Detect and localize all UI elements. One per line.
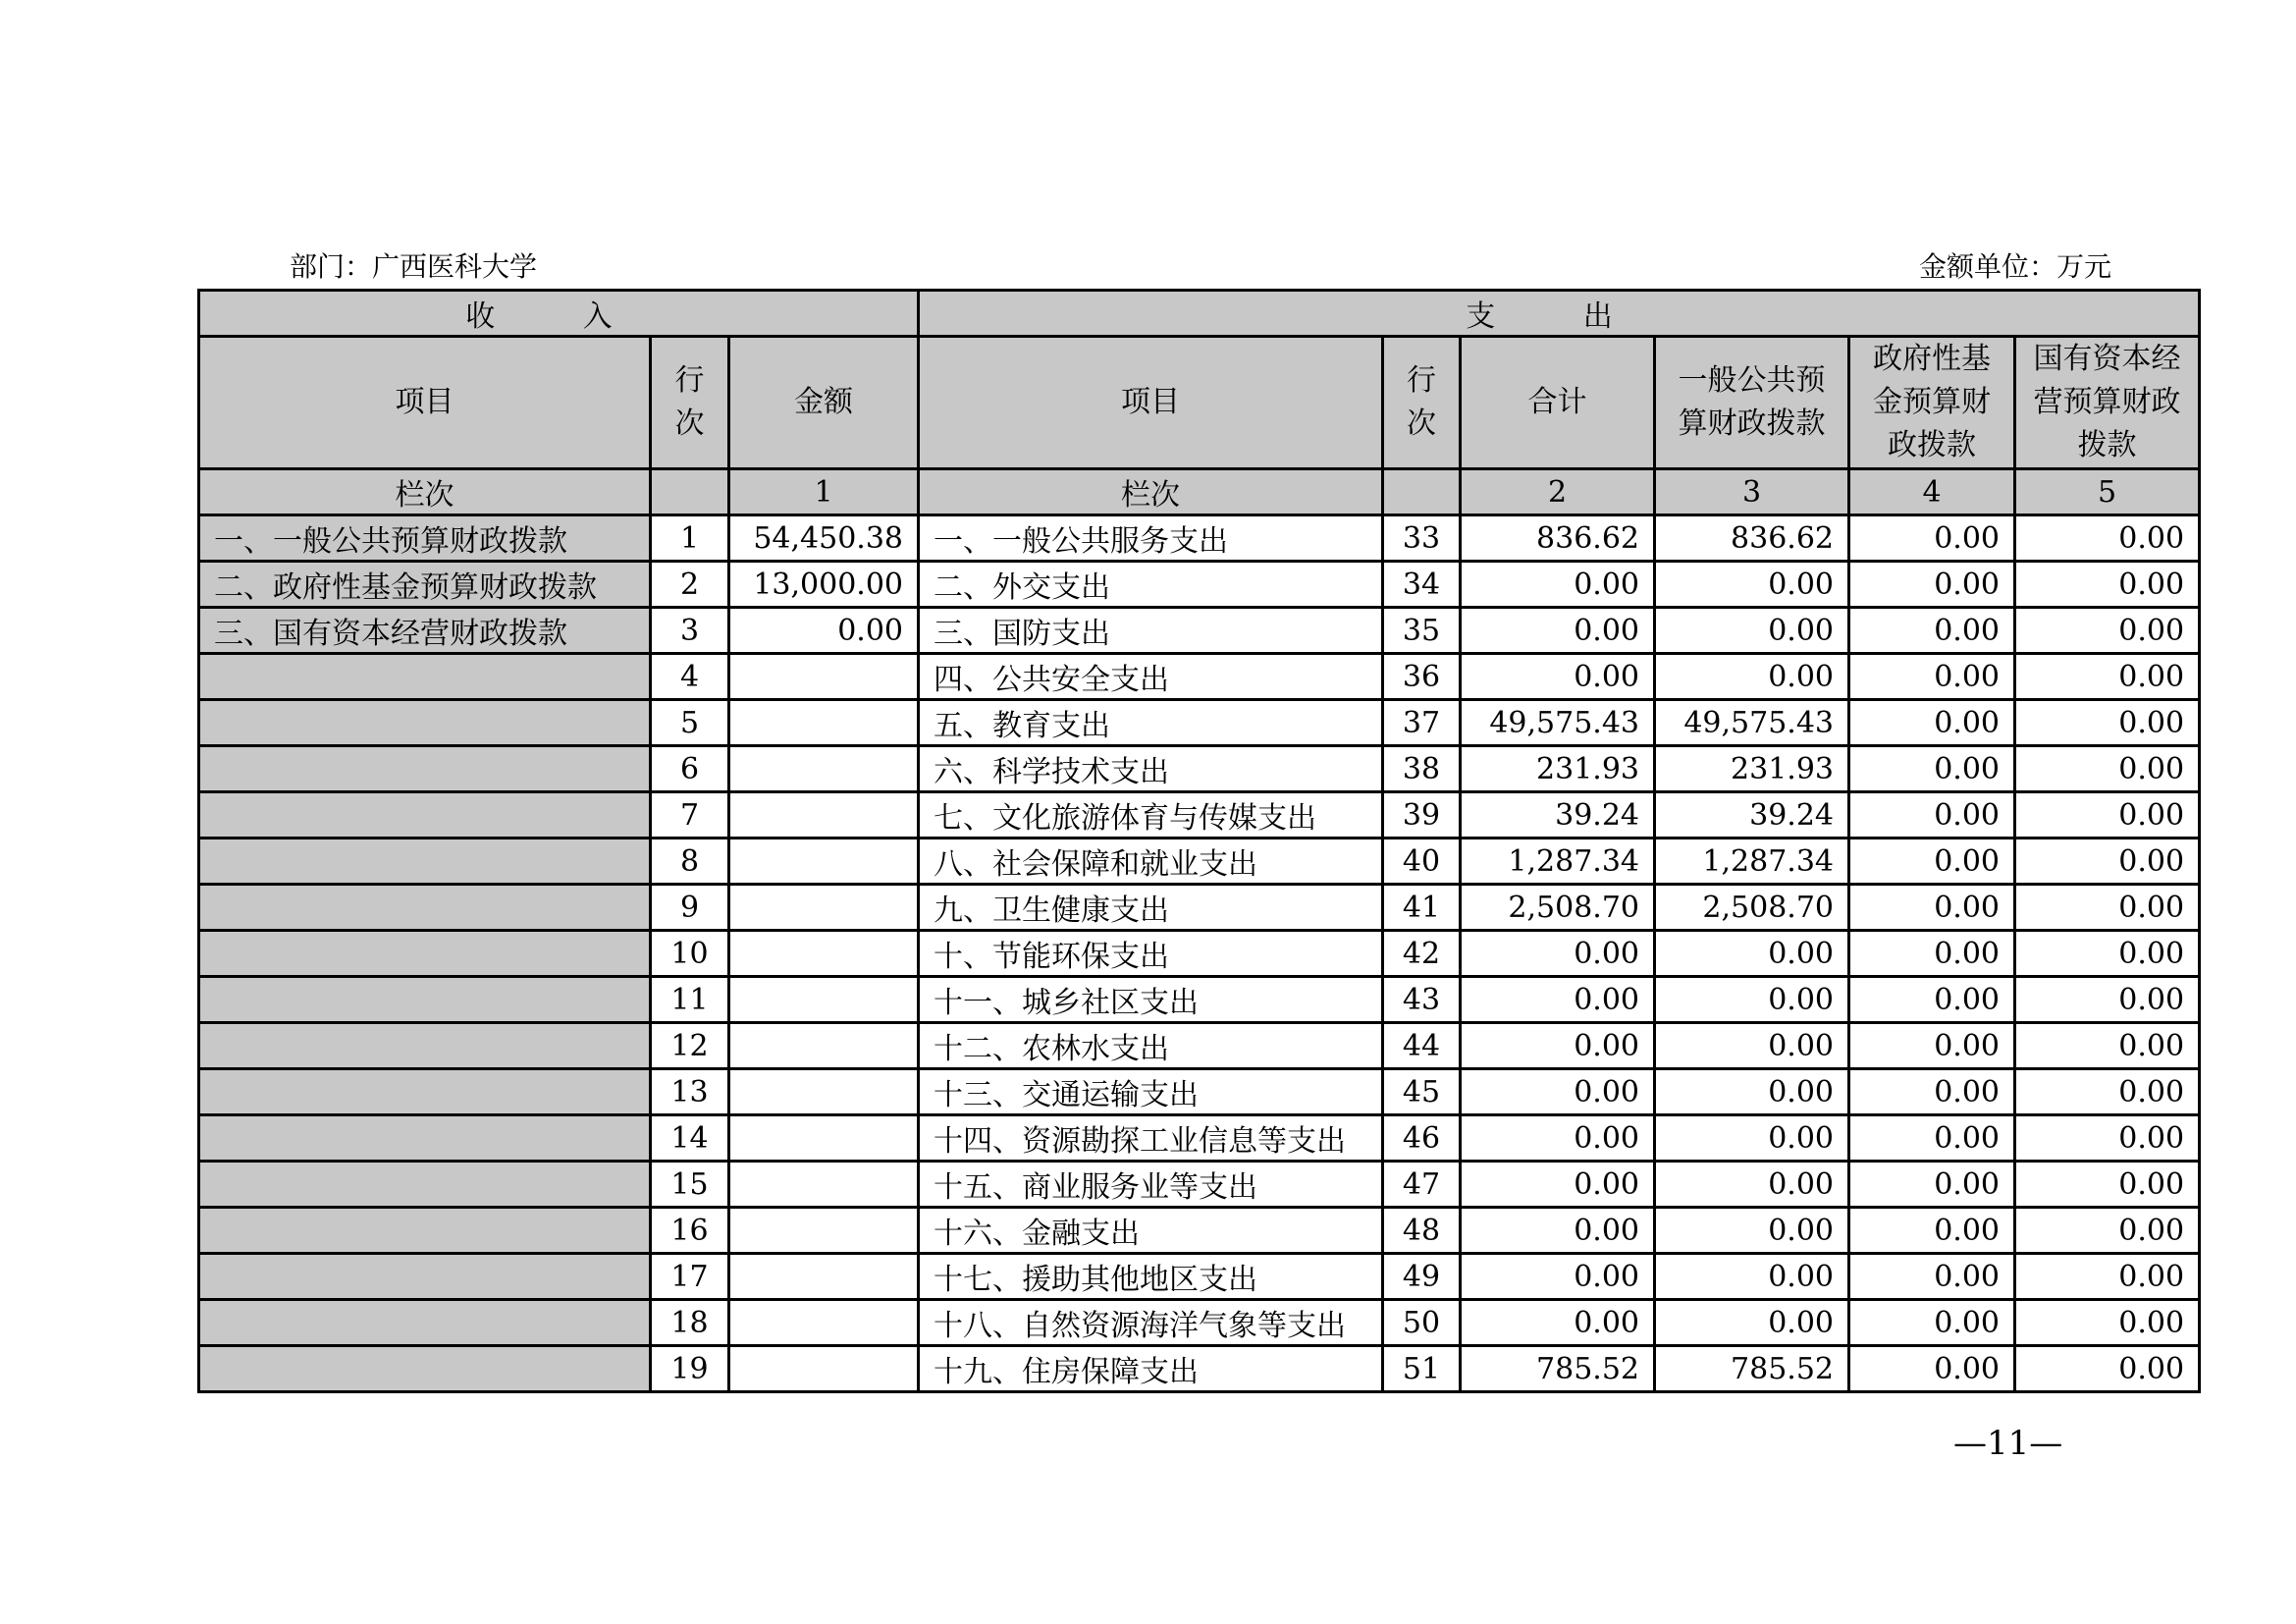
table-row bbox=[199, 977, 2200, 1023]
income-section-header: 收 入 bbox=[199, 291, 919, 337]
table-row bbox=[199, 885, 2200, 931]
total-cell: 0.00 bbox=[1461, 1023, 1655, 1069]
general-budget-cell: 0.00 bbox=[1655, 1162, 1849, 1208]
income-amount-cell bbox=[729, 654, 919, 700]
fund-budget-cell: 0.00 bbox=[1849, 746, 2015, 792]
col-header-expense-item: 项目 bbox=[919, 337, 1383, 469]
page-number: —11— bbox=[1953, 1424, 2063, 1463]
col-index-label: 栏次 bbox=[199, 469, 651, 515]
total-cell: 39.24 bbox=[1461, 792, 1655, 839]
fund-budget-cell: 0.00 bbox=[1849, 977, 2015, 1023]
col-header-income-row-no: 行次 bbox=[651, 337, 729, 469]
income-row-number-cell: 12 bbox=[651, 1023, 729, 1069]
table-row bbox=[199, 1254, 2200, 1300]
income-item-cell bbox=[199, 792, 651, 839]
income-amount-cell bbox=[729, 1208, 919, 1254]
total-cell: 0.00 bbox=[1461, 1115, 1655, 1162]
income-amount-cell: 54,450.38 bbox=[729, 515, 919, 562]
total-cell: 0.00 bbox=[1461, 1254, 1655, 1300]
state-capital-budget-cell: 0.00 bbox=[2015, 700, 2200, 746]
expense-row-number-cell: 33 bbox=[1383, 515, 1461, 562]
state-capital-budget-cell: 0.00 bbox=[2015, 654, 2200, 700]
table-row bbox=[199, 746, 2200, 792]
income-amount-cell bbox=[729, 839, 919, 885]
expense-item-cell: 七、文化旅游体育与传媒支出 bbox=[919, 792, 1383, 839]
table-row bbox=[199, 608, 2200, 654]
state-capital-budget-cell: 0.00 bbox=[2015, 792, 2200, 839]
fund-budget-cell: 0.00 bbox=[1849, 515, 2015, 562]
table-row bbox=[199, 515, 2200, 562]
expense-row-number-cell: 37 bbox=[1383, 700, 1461, 746]
expense-row-number-cell: 46 bbox=[1383, 1115, 1461, 1162]
state-capital-budget-cell: 0.00 bbox=[2015, 1069, 2200, 1115]
col-header-expense-row-no: 行次 bbox=[1383, 337, 1461, 469]
income-row-number-cell: 14 bbox=[651, 1115, 729, 1162]
income-row-number-cell: 1 bbox=[651, 515, 729, 562]
expense-row-number-cell: 36 bbox=[1383, 654, 1461, 700]
col-header-general-budget: 一般公共预算财政拨款 bbox=[1655, 337, 1849, 469]
state-capital-budget-cell: 0.00 bbox=[2015, 1023, 2200, 1069]
col-index-3: 3 bbox=[1655, 469, 1849, 515]
table-row bbox=[199, 1115, 2200, 1162]
expense-row-number-cell: 35 bbox=[1383, 608, 1461, 654]
expense-row-number-cell: 47 bbox=[1383, 1162, 1461, 1208]
table-row bbox=[199, 1300, 2200, 1346]
expense-section-header: 支 出 bbox=[919, 291, 2200, 337]
expense-item-cell: 五、教育支出 bbox=[919, 700, 1383, 746]
income-amount-cell bbox=[729, 700, 919, 746]
state-capital-budget-cell: 0.00 bbox=[2015, 608, 2200, 654]
fund-budget-cell: 0.00 bbox=[1849, 1069, 2015, 1115]
general-budget-cell: 49,575.43 bbox=[1655, 700, 1849, 746]
total-cell: 0.00 bbox=[1461, 1069, 1655, 1115]
expense-row-number-cell: 51 bbox=[1383, 1346, 1461, 1392]
expense-item-cell: 四、公共安全支出 bbox=[919, 654, 1383, 700]
fund-budget-cell: 0.00 bbox=[1849, 1208, 2015, 1254]
income-row-number-cell: 2 bbox=[651, 562, 729, 608]
income-amount-cell bbox=[729, 792, 919, 839]
expense-item-cell: 六、科学技术支出 bbox=[919, 746, 1383, 792]
expense-row-number-cell: 44 bbox=[1383, 1023, 1461, 1069]
expense-row-number-cell: 49 bbox=[1383, 1254, 1461, 1300]
fund-budget-cell: 0.00 bbox=[1849, 1254, 2015, 1300]
expense-item-cell: 十三、交通运输支出 bbox=[919, 1069, 1383, 1115]
income-row-number-cell: 3 bbox=[651, 608, 729, 654]
table-row bbox=[199, 1162, 2200, 1208]
col-header-amount: 金额 bbox=[729, 337, 919, 469]
fund-budget-cell: 0.00 bbox=[1849, 608, 2015, 654]
expense-row-number-cell: 48 bbox=[1383, 1208, 1461, 1254]
fund-budget-cell: 0.00 bbox=[1849, 654, 2015, 700]
total-cell: 785.52 bbox=[1461, 1346, 1655, 1392]
fund-budget-cell: 0.00 bbox=[1849, 792, 2015, 839]
income-item-cell bbox=[199, 977, 651, 1023]
expense-item-cell: 二、外交支出 bbox=[919, 562, 1383, 608]
income-item-cell bbox=[199, 931, 651, 977]
income-row-number-cell: 5 bbox=[651, 700, 729, 746]
income-amount-cell bbox=[729, 977, 919, 1023]
state-capital-budget-cell: 0.00 bbox=[2015, 746, 2200, 792]
income-row-number-cell: 7 bbox=[651, 792, 729, 839]
income-row-number-cell: 16 bbox=[651, 1208, 729, 1254]
general-budget-cell: 2,508.70 bbox=[1655, 885, 1849, 931]
col-index-5: 5 bbox=[2015, 469, 2200, 515]
general-budget-cell: 1,287.34 bbox=[1655, 839, 1849, 885]
col-header-income-item: 项目 bbox=[199, 337, 651, 469]
income-item-cell bbox=[199, 700, 651, 746]
fund-budget-cell: 0.00 bbox=[1849, 562, 2015, 608]
col-index-empty bbox=[1383, 469, 1461, 515]
expense-row-number-cell: 45 bbox=[1383, 1069, 1461, 1115]
fund-budget-cell: 0.00 bbox=[1849, 1162, 2015, 1208]
general-budget-cell: 0.00 bbox=[1655, 1069, 1849, 1115]
expense-item-cell: 十七、援助其他地区支出 bbox=[919, 1254, 1383, 1300]
col-header-total: 合计 bbox=[1461, 337, 1655, 469]
expense-item-cell: 三、国防支出 bbox=[919, 608, 1383, 654]
income-row-number-cell: 18 bbox=[651, 1300, 729, 1346]
income-amount-cell bbox=[729, 885, 919, 931]
state-capital-budget-cell: 0.00 bbox=[2015, 1115, 2200, 1162]
income-row-number-cell: 19 bbox=[651, 1346, 729, 1392]
income-amount-cell: 13,000.00 bbox=[729, 562, 919, 608]
expense-row-number-cell: 50 bbox=[1383, 1300, 1461, 1346]
general-budget-cell: 231.93 bbox=[1655, 746, 1849, 792]
income-item-cell bbox=[199, 839, 651, 885]
total-cell: 0.00 bbox=[1461, 1162, 1655, 1208]
expense-item-cell: 十八、自然资源海洋气象等支出 bbox=[919, 1300, 1383, 1346]
expense-item-cell: 十四、资源勘探工业信息等支出 bbox=[919, 1115, 1383, 1162]
income-item-cell: 三、国有资本经营财政拨款 bbox=[199, 608, 651, 654]
income-row-number-cell: 13 bbox=[651, 1069, 729, 1115]
expense-row-number-cell: 40 bbox=[1383, 839, 1461, 885]
expense-item-cell: 九、卫生健康支出 bbox=[919, 885, 1383, 931]
fund-budget-cell: 0.00 bbox=[1849, 700, 2015, 746]
income-row-number-cell: 8 bbox=[651, 839, 729, 885]
total-cell: 49,575.43 bbox=[1461, 700, 1655, 746]
table-row bbox=[199, 1069, 2200, 1115]
table-row bbox=[199, 562, 2200, 608]
expense-row-number-cell: 39 bbox=[1383, 792, 1461, 839]
col-header-state-capital-budget: 国有资本经营预算财政拨款 bbox=[2015, 337, 2200, 469]
income-item-cell bbox=[199, 654, 651, 700]
state-capital-budget-cell: 0.00 bbox=[2015, 931, 2200, 977]
income-amount-cell bbox=[729, 1254, 919, 1300]
income-item-cell bbox=[199, 1346, 651, 1392]
total-cell: 0.00 bbox=[1461, 1208, 1655, 1254]
income-item-cell bbox=[199, 1300, 651, 1346]
fund-budget-cell: 0.00 bbox=[1849, 839, 2015, 885]
expense-row-number-cell: 34 bbox=[1383, 562, 1461, 608]
col-header-fund-budget: 政府性基金预算财政拨款 bbox=[1849, 337, 2015, 469]
income-item-cell: 二、政府性基金预算财政拨款 bbox=[199, 562, 651, 608]
income-amount-cell bbox=[729, 1023, 919, 1069]
expense-item-cell: 十一、城乡社区支出 bbox=[919, 977, 1383, 1023]
general-budget-cell: 0.00 bbox=[1655, 654, 1849, 700]
general-budget-cell: 39.24 bbox=[1655, 792, 1849, 839]
state-capital-budget-cell: 0.00 bbox=[2015, 1208, 2200, 1254]
fund-budget-cell: 0.00 bbox=[1849, 931, 2015, 977]
state-capital-budget-cell: 0.00 bbox=[2015, 977, 2200, 1023]
general-budget-cell: 0.00 bbox=[1655, 931, 1849, 977]
table-row bbox=[199, 654, 2200, 700]
total-cell: 0.00 bbox=[1461, 562, 1655, 608]
total-cell: 231.93 bbox=[1461, 746, 1655, 792]
general-budget-cell: 0.00 bbox=[1655, 562, 1849, 608]
income-amount-cell bbox=[729, 1115, 919, 1162]
table-row bbox=[199, 700, 2200, 746]
unit-label: 金额单位：万元 bbox=[1918, 250, 2111, 283]
income-amount-cell bbox=[729, 931, 919, 977]
general-budget-cell: 0.00 bbox=[1655, 1115, 1849, 1162]
general-budget-cell: 0.00 bbox=[1655, 1254, 1849, 1300]
col-index-expense-label: 栏次 bbox=[919, 469, 1383, 515]
fund-budget-cell: 0.00 bbox=[1849, 885, 2015, 931]
income-amount-cell bbox=[729, 746, 919, 792]
income-row-number-cell: 4 bbox=[651, 654, 729, 700]
state-capital-budget-cell: 0.00 bbox=[2015, 562, 2200, 608]
income-item-cell bbox=[199, 1023, 651, 1069]
expense-item-cell: 十六、金融支出 bbox=[919, 1208, 1383, 1254]
expense-item-cell: 十五、商业服务业等支出 bbox=[919, 1162, 1383, 1208]
state-capital-budget-cell: 0.00 bbox=[2015, 1254, 2200, 1300]
table-row bbox=[199, 839, 2200, 885]
state-capital-budget-cell: 0.00 bbox=[2015, 515, 2200, 562]
income-amount-cell bbox=[729, 1162, 919, 1208]
expense-item-cell: 一、一般公共服务支出 bbox=[919, 515, 1383, 562]
expense-row-number-cell: 42 bbox=[1383, 931, 1461, 977]
income-item-cell bbox=[199, 885, 651, 931]
income-item-cell bbox=[199, 1115, 651, 1162]
income-row-number-cell: 15 bbox=[651, 1162, 729, 1208]
fund-budget-cell: 0.00 bbox=[1849, 1300, 2015, 1346]
expense-item-cell: 十九、住房保障支出 bbox=[919, 1346, 1383, 1392]
table-row bbox=[199, 792, 2200, 839]
budget-table bbox=[197, 289, 2201, 1393]
general-budget-cell: 0.00 bbox=[1655, 1208, 1849, 1254]
table-row bbox=[199, 931, 2200, 977]
expense-row-number-cell: 43 bbox=[1383, 977, 1461, 1023]
fund-budget-cell: 0.00 bbox=[1849, 1023, 2015, 1069]
income-row-number-cell: 10 bbox=[651, 931, 729, 977]
total-cell: 0.00 bbox=[1461, 1300, 1655, 1346]
col-index-2: 2 bbox=[1461, 469, 1655, 515]
col-index-4: 4 bbox=[1849, 469, 2015, 515]
income-row-number-cell: 9 bbox=[651, 885, 729, 931]
income-item-cell bbox=[199, 1208, 651, 1254]
table-row bbox=[199, 1346, 2200, 1392]
general-budget-cell: 0.00 bbox=[1655, 977, 1849, 1023]
income-item-cell bbox=[199, 1162, 651, 1208]
expense-item-cell: 八、社会保障和就业支出 bbox=[919, 839, 1383, 885]
state-capital-budget-cell: 0.00 bbox=[2015, 1346, 2200, 1392]
income-row-number-cell: 11 bbox=[651, 977, 729, 1023]
fund-budget-cell: 0.00 bbox=[1849, 1346, 2015, 1392]
expense-row-number-cell: 41 bbox=[1383, 885, 1461, 931]
general-budget-cell: 836.62 bbox=[1655, 515, 1849, 562]
state-capital-budget-cell: 0.00 bbox=[2015, 839, 2200, 885]
expense-item-cell: 十二、农林水支出 bbox=[919, 1023, 1383, 1069]
income-item-cell bbox=[199, 1254, 651, 1300]
total-cell: 1,287.34 bbox=[1461, 839, 1655, 885]
total-cell: 0.00 bbox=[1461, 654, 1655, 700]
expense-row-number-cell: 38 bbox=[1383, 746, 1461, 792]
department-label: 部门：广西医科大学 bbox=[290, 250, 538, 283]
expense-item-cell: 十、节能环保支出 bbox=[919, 931, 1383, 977]
general-budget-cell: 0.00 bbox=[1655, 608, 1849, 654]
state-capital-budget-cell: 0.00 bbox=[2015, 885, 2200, 931]
general-budget-cell: 785.52 bbox=[1655, 1346, 1849, 1392]
state-capital-budget-cell: 0.00 bbox=[2015, 1300, 2200, 1346]
fund-budget-cell: 0.00 bbox=[1849, 1115, 2015, 1162]
income-item-cell: 一、一般公共预算财政拨款 bbox=[199, 515, 651, 562]
state-capital-budget-cell: 0.00 bbox=[2015, 1162, 2200, 1208]
income-row-number-cell: 17 bbox=[651, 1254, 729, 1300]
total-cell: 0.00 bbox=[1461, 608, 1655, 654]
income-amount-cell bbox=[729, 1346, 919, 1392]
income-amount-cell bbox=[729, 1069, 919, 1115]
col-index-empty bbox=[651, 469, 729, 515]
total-cell: 0.00 bbox=[1461, 931, 1655, 977]
total-cell: 836.62 bbox=[1461, 515, 1655, 562]
total-cell: 2,508.70 bbox=[1461, 885, 1655, 931]
income-item-cell bbox=[199, 746, 651, 792]
total-cell: 0.00 bbox=[1461, 977, 1655, 1023]
general-budget-cell: 0.00 bbox=[1655, 1023, 1849, 1069]
income-row-number-cell: 6 bbox=[651, 746, 729, 792]
income-item-cell bbox=[199, 1069, 651, 1115]
income-amount-cell: 0.00 bbox=[729, 608, 919, 654]
col-index-1: 1 bbox=[729, 469, 919, 515]
general-budget-cell: 0.00 bbox=[1655, 1300, 1849, 1346]
table-row bbox=[199, 1208, 2200, 1254]
income-amount-cell bbox=[729, 1300, 919, 1346]
table-row bbox=[199, 1023, 2200, 1069]
